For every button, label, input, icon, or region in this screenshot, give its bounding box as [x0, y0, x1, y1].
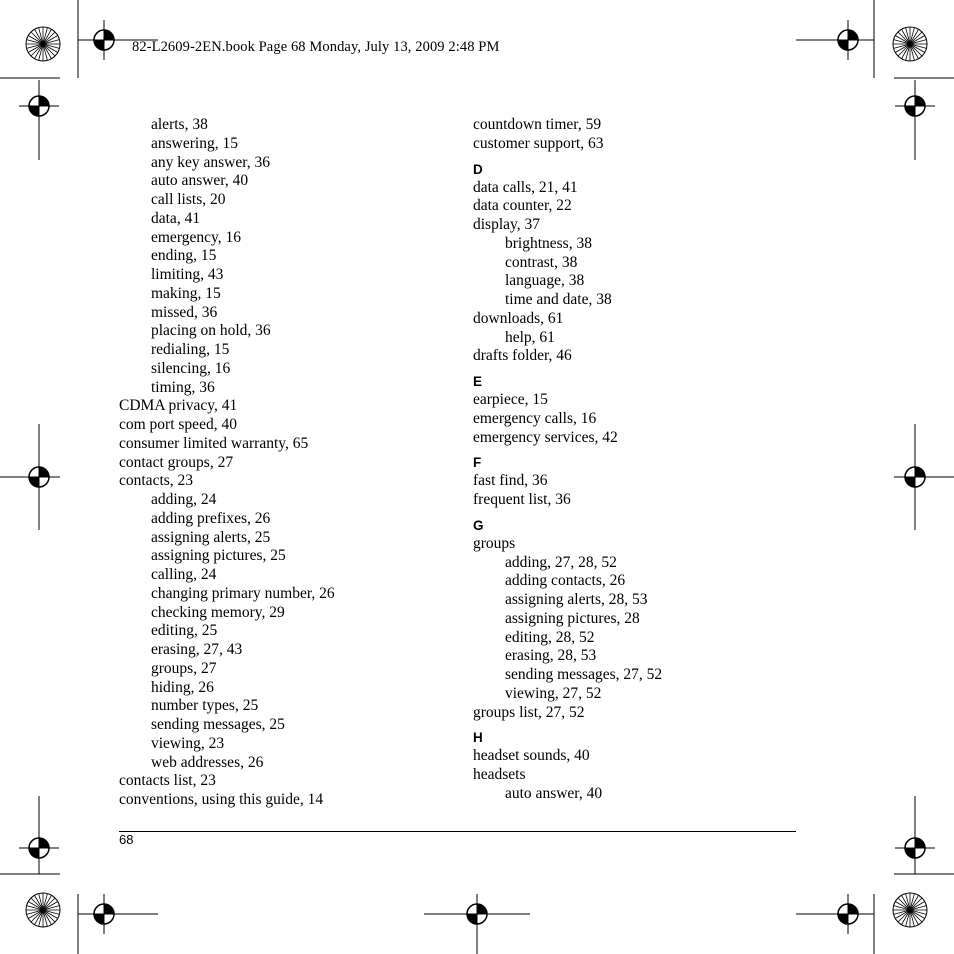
- print-header: 82-L2609-2EN.book Page 68 Monday, July 13, 2009 2:48 PM: [132, 39, 500, 55]
- index-subentry: groups, 27: [151, 659, 217, 677]
- index-entry: headsets: [473, 766, 526, 783]
- index-entry: conventions, using this guide, 14: [119, 791, 324, 808]
- index-entry: groups: [473, 534, 516, 552]
- index-subentry: sending messages, 27, 52: [505, 666, 663, 683]
- index-entry: earpiece, 15: [473, 391, 548, 408]
- index-entry: emergency services, 42: [473, 428, 618, 446]
- index-entry: downloads, 61: [473, 309, 564, 327]
- index-subentry: brightness, 38: [505, 234, 592, 252]
- index-subentry: viewing, 27, 52: [505, 684, 602, 702]
- index-subentry: timing, 36: [151, 378, 215, 396]
- index-subentry: call lists, 20: [151, 191, 226, 208]
- index-letter-heading: E: [473, 374, 483, 389]
- index-subentry: changing primary number, 26: [151, 584, 335, 602]
- index-subentry: limiting, 43: [151, 266, 224, 283]
- index-subentry: making, 15: [151, 284, 221, 302]
- index-subentry: assigning alerts, 25: [151, 528, 271, 546]
- index-subentry: ending, 15: [151, 247, 217, 265]
- index-subentry: auto answer, 40: [505, 784, 603, 802]
- index-subentry: sending messages, 25: [151, 716, 285, 733]
- index-entry: display, 37: [473, 216, 541, 233]
- index-entry: fast find, 36: [473, 472, 548, 490]
- footer-rule: [119, 831, 796, 832]
- star-target-icon: [26, 27, 60, 61]
- index-entry: data counter, 22: [473, 197, 572, 215]
- index-subentry: help, 61: [505, 328, 555, 346]
- index-entry: data calls, 21, 41: [473, 178, 578, 196]
- index-entry: contacts, 23: [119, 472, 194, 490]
- index-subentry: answering, 15: [151, 134, 238, 152]
- index-subentry: missed, 36: [151, 303, 218, 321]
- index-entry: drafts folder, 46: [473, 347, 572, 365]
- index-entry: groups list, 27, 52: [473, 703, 585, 721]
- index-subentry: hiding, 26: [151, 678, 214, 696]
- index-letter-heading: D: [473, 161, 483, 177]
- index-subentry: silencing, 16: [151, 359, 231, 377]
- index-subentry: viewing, 23: [151, 734, 225, 752]
- index-entry: com port speed, 40: [119, 416, 237, 433]
- star-target-icon: [26, 893, 60, 927]
- index-subentry: web addresses, 26: [151, 753, 264, 771]
- index-column-right: [473, 116, 803, 804]
- index-subentry: editing, 28, 52: [505, 628, 595, 646]
- index-entry: headset sounds, 40: [473, 747, 590, 765]
- index-letter-heading: H: [473, 730, 483, 746]
- index-entry: frequent list, 36: [473, 491, 571, 508]
- index-entry: CDMA privacy, 41: [119, 397, 238, 415]
- index-subentry: editing, 25: [151, 622, 218, 640]
- index-subentry: assigning alerts, 28, 53: [505, 591, 648, 608]
- index-subentry: alerts, 38: [151, 116, 208, 133]
- index-entry: consumer limited warranty, 65: [119, 434, 309, 452]
- index-entry: contacts list, 23: [119, 772, 216, 790]
- index-entry: customer support, 63: [473, 134, 604, 152]
- index-subentry: data, 41: [151, 209, 201, 227]
- index-entry: countdown timer, 59: [473, 116, 602, 133]
- index-subentry: calling, 24: [151, 566, 217, 583]
- index-subentry: checking memory, 29: [151, 603, 285, 621]
- index-letter-heading: F: [473, 455, 482, 471]
- index-subentry: contrast, 38: [505, 253, 578, 271]
- star-target-icon: [893, 893, 927, 927]
- index-subentry: auto answer, 40: [151, 172, 249, 190]
- index-subentry: assigning pictures, 28: [505, 609, 640, 627]
- index-subentry: adding, 27, 28, 52: [505, 553, 617, 571]
- index-entry: contact groups, 27: [119, 453, 234, 471]
- index-subentry: number types, 25: [151, 697, 259, 715]
- index-subentry: language, 38: [505, 272, 585, 290]
- index-subentry: adding prefixes, 26: [151, 509, 271, 527]
- index-subentry: adding contacts, 26: [505, 572, 626, 590]
- index-subentry: any key answer, 36: [151, 153, 271, 171]
- page-number: 68: [119, 832, 134, 847]
- star-target-icon: [893, 27, 927, 61]
- index-letter-heading: G: [473, 517, 484, 533]
- index-subentry: assigning pictures, 25: [151, 547, 286, 565]
- index-entry: emergency calls, 16: [473, 409, 597, 427]
- index-subentry: redialing, 15: [151, 341, 230, 358]
- index-subentry: erasing, 27, 43: [151, 641, 243, 658]
- index-column-left: [119, 116, 449, 810]
- index-subentry: erasing, 28, 53: [505, 647, 597, 665]
- index-subentry: time and date, 38: [505, 291, 612, 308]
- index-subentry: placing on hold, 36: [151, 322, 271, 340]
- index-subentry: emergency, 16: [151, 228, 241, 246]
- index-subentry: adding, 24: [151, 491, 217, 508]
